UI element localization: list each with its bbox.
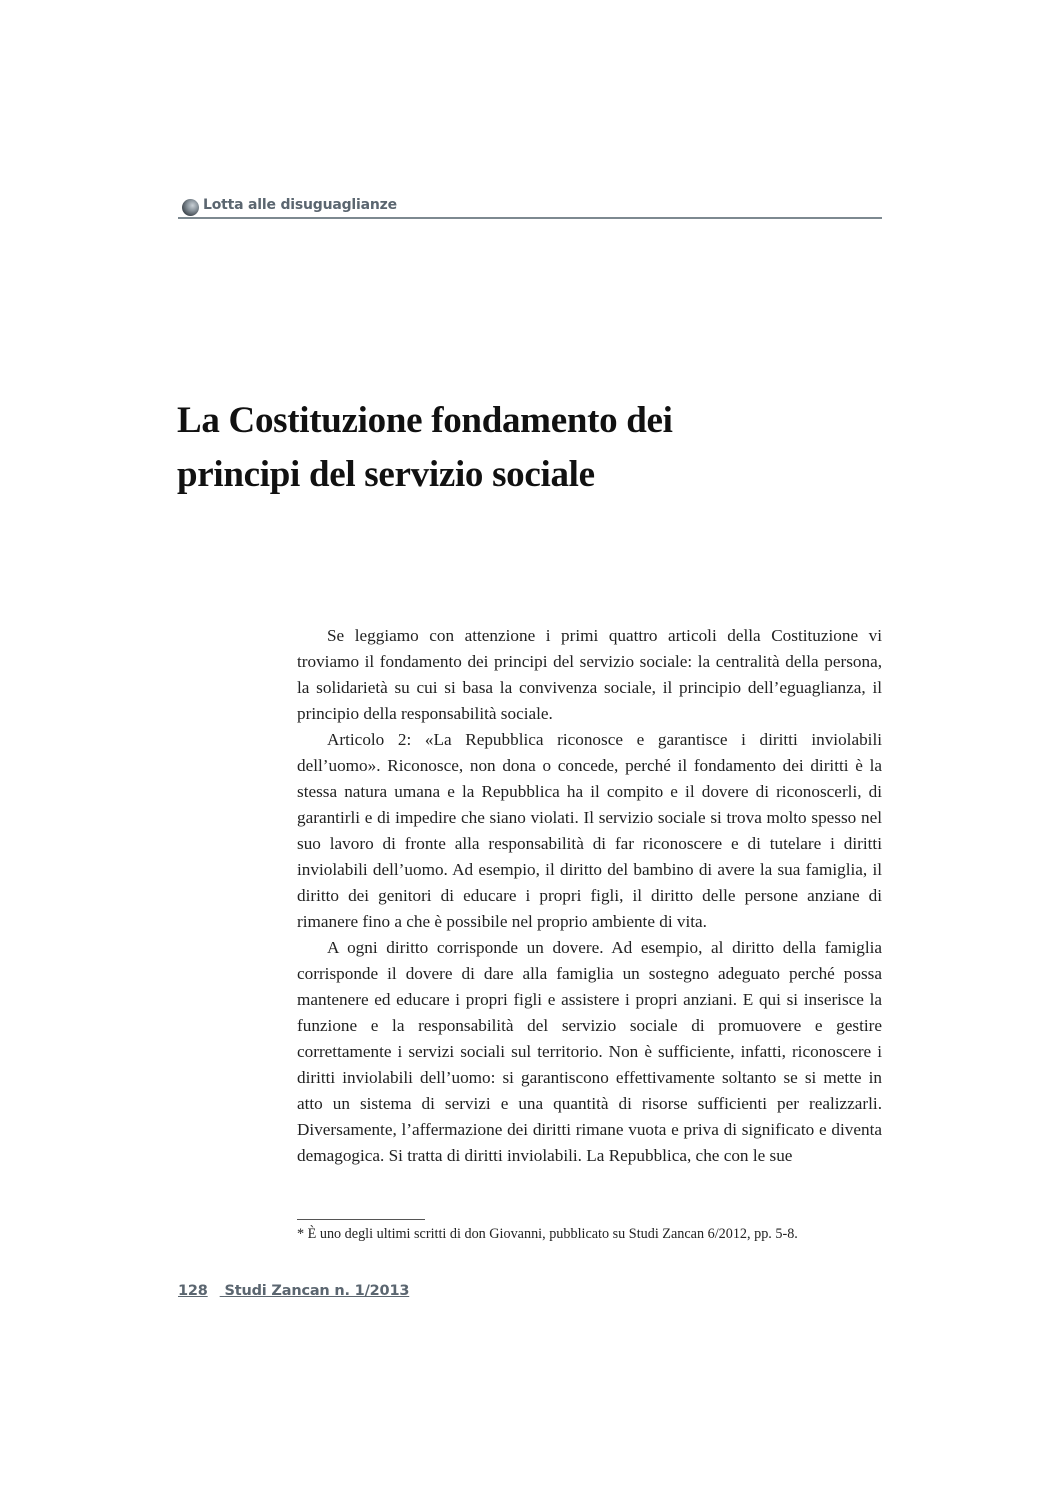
footnote-rule — [297, 1219, 425, 1220]
running-head — [178, 196, 882, 220]
footnote: * È uno degli ultimi scritti di don Giovanni, pubblicato su Studi Zancan 6/2012, pp. 5-8. — [297, 1226, 798, 1242]
article-body — [297, 623, 882, 1169]
sphere-bullet-icon — [182, 199, 199, 216]
paragraph: Se leggiamo con attenzione i primi quattro articoli della Costituzione vi troviamo il fondamento dei principi del servizio sociale: la centralità della persona, la solidarietà su cui si basa la convivenza sociale, il principio dell’eguaglianza, il principio della responsabilità sociale. — [297, 626, 882, 723]
paragraph: Articolo 2: «La Repubblica riconosce e garantisce i diritti inviolabili dell’uomo». Riconosce, non dona o concede, perché il fondamento dei diritti è la stessa natura umana e la Repubblica ha il compito e il dovere di riconoscerli, di garantirli e di impedire che siano violati. Il servizio sociale si trova molto spesso nel suo lavoro di fronte alla responsabilità di far riconoscere e di tutelare i diritti inviolabili dell’uomo. Ad esempio, il diritto del bambino di avere la sua famiglia, il diritto dei genitori di educare i propri figli, il diritto delle persone anziane di rimanere fino a che è possibile nel proprio ambiente di vita. — [297, 730, 882, 931]
title-line-2: principi del servizio sociale — [177, 454, 595, 495]
article-title — [177, 394, 877, 502]
section-title: Lotta alle disuguaglianze — [203, 197, 397, 213]
journal-issue: Studi Zancan n. 1/2013 — [224, 1283, 410, 1299]
paragraph: A ogni diritto corrisponde un dovere. Ad esempio, al diritto della famiglia corrisponde il dovere di dare alla famiglia un sostegno adeguato perché possa mantenere ed educare i propri figli e assistere i propri anziani. E qui si inserisce la funzione e la responsabilità del servizio sociale di promuovere e gestire correttamente i servizi sociali sul territorio. Non è sufficiente, infatti, riconoscere i diritti inviolabili dell’uomo: si garantiscono effettivamente soltanto se si mette in atto un sistema di servizi e una quantità di risorse sufficienti per realizzarli. Diversamente, l’affermazione dei diritti rimane vuota e priva di significato e diventa demagogica. Si tratta di diritti inviolabili. La Repubblica, che con le sue — [297, 938, 882, 1165]
header-rule — [178, 217, 882, 219]
page-number: 128 — [178, 1283, 208, 1299]
page-footer — [178, 1283, 409, 1299]
title-line-1: La Costituzione fondamento dei — [177, 400, 673, 441]
